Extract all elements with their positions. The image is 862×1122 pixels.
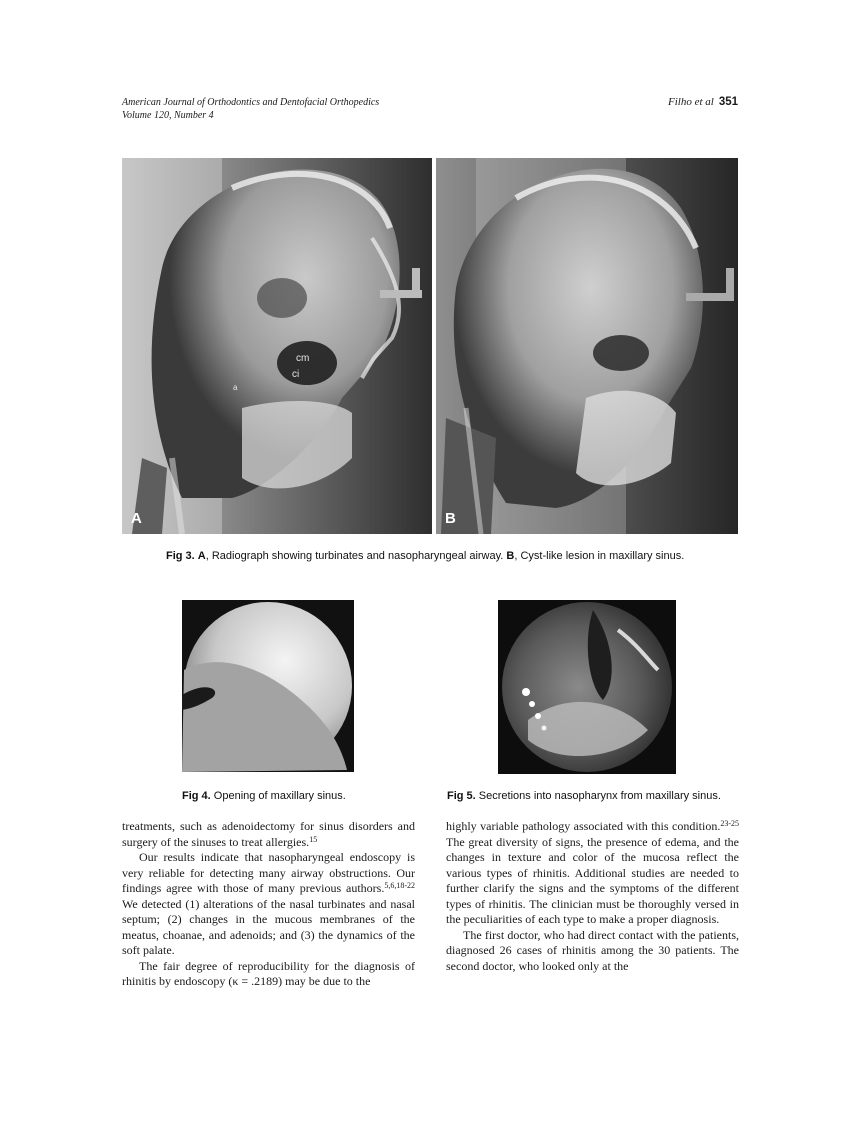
radiograph-panel-a [122, 158, 432, 534]
left-p2b-text: We detected (1) alterations of the nasal turbinates and nasal septum; (2) changes in the mucous membranes of the meatus, choanae, and adenoids; and (3) the dynamics of the soft palate. [122, 896, 415, 957]
journal-volume: Volume 120, Number 4 [122, 109, 214, 121]
left-paragraph-3: The fair degree of reproducibility for the diagnosis of rhinitis by endoscopy (κ = .2189) may be due to the [122, 958, 415, 988]
fig3-a-ref: A [197, 550, 206, 562]
left-p2-ref: 5,6,18-22 [384, 881, 415, 890]
endoscopy-fig5 [498, 600, 676, 774]
fig4-number: Fig 4. [182, 790, 211, 802]
left-p2a-text: Our results indicate that nasopharyngeal endoscopy is very reliable for detecting many airway obstructions. Our findings agree with those of many previous authors. [122, 850, 415, 895]
page-number: 351 [718, 96, 738, 108]
endoscopy-fig5-image [498, 600, 676, 774]
radiograph-panel-b [436, 158, 738, 534]
fig4-text: Opening of maxillary sinus. [210, 790, 346, 802]
fig3-a-text: , Radiograph showing turbinates and nasopharyngeal airway. [205, 550, 507, 562]
right-p1-ref: 23-25 [720, 819, 739, 828]
fig3-b-ref: B [506, 550, 515, 562]
fig3-number: Fig 3. [166, 550, 195, 562]
left-paragraph-1 [122, 819, 415, 850]
label-cm: cm [296, 353, 310, 364]
radiograph-b-image [436, 158, 738, 534]
right-paragraph-2: The first doctor, who had direct contact with the patients, diagnosed 26 cases of rhinitis among the 30 patients. The second doctor, who looked only at the [446, 927, 739, 973]
right-paragraph-1 [446, 819, 739, 928]
right-p1b-text: The great diversity of signs, the presence of edema, and the changes in texture and color of the mucosa reflect the various types of rhinitis. Additional studies are needed to further clarify the signs and the symptoms of the different types of rhinitis. The clinician must be thoroughly versed in the peculiarities of each type to make a proper diagnosis. [446, 834, 739, 926]
label-a: a [233, 383, 238, 392]
header-authors: Filho et al [667, 96, 714, 108]
right-p1a-text: highly variable pathology associated with this condition. [446, 819, 721, 833]
page-header-right [668, 96, 738, 108]
panel-label-a: A [131, 510, 142, 527]
label-ci: ci [292, 369, 300, 380]
left-p1-ref: 15 [309, 834, 318, 844]
left-paragraph-2 [122, 850, 415, 959]
figure-4-caption [182, 789, 346, 803]
fig5-number: Fig 5. [447, 790, 476, 802]
left-p1-text: treatments, such as adenoidectomy for sinus disorders and surgery of the sinuses to treat allergies. [122, 819, 415, 849]
figure-3-caption [166, 549, 726, 563]
running-header [122, 97, 379, 122]
radiograph-a-image [122, 158, 432, 534]
journal-title: American Journal of Orthodontics and Dentofacial Orthopedics [122, 97, 380, 108]
body-column-right [446, 819, 739, 974]
fig5-text: Secretions into nasopharynx from maxillary sinus. [475, 790, 721, 802]
figure-5-caption [447, 789, 721, 803]
fig3-b-text: , Cyst-like lesion in maxillary sinus. [514, 550, 685, 562]
body-column-left [122, 819, 415, 990]
endoscopy-fig4-image [182, 600, 354, 772]
panel-label-b: B [445, 510, 456, 527]
endoscopy-fig4 [182, 600, 354, 772]
